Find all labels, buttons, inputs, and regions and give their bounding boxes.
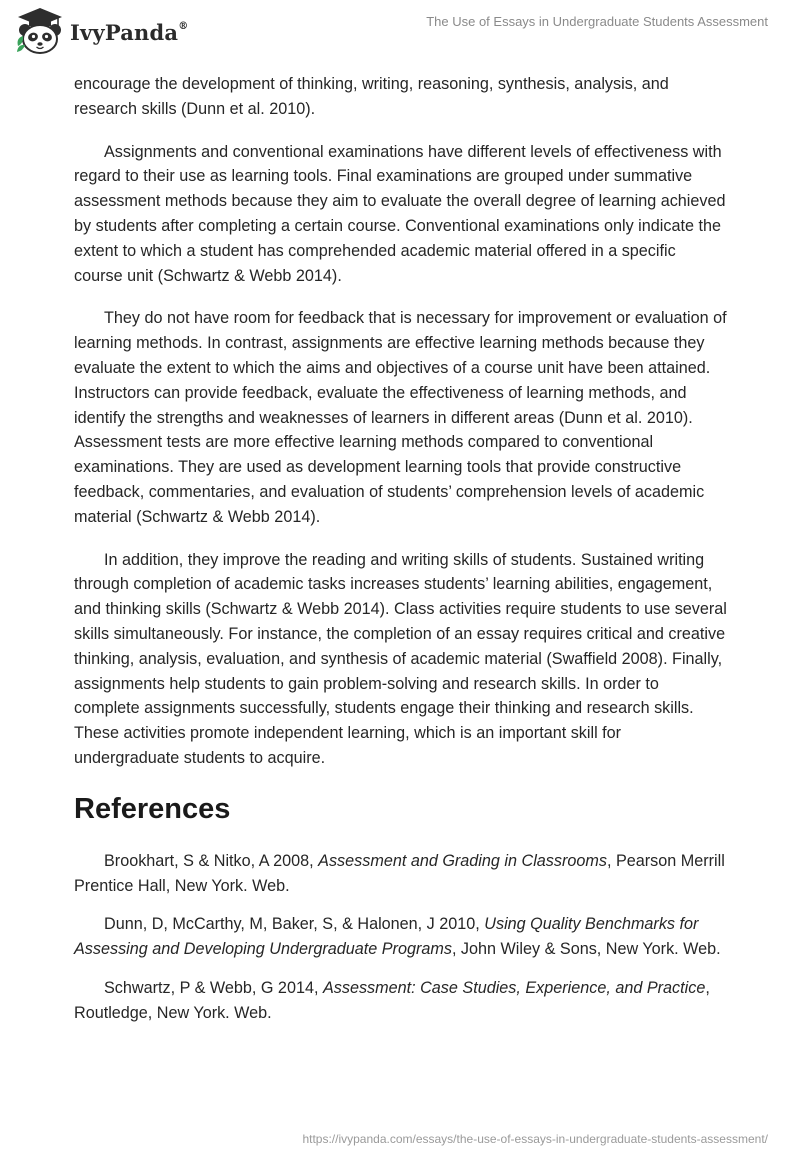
reference-publisher: , Pearson Merrill Prentice Hall, New York. Web.: [74, 851, 725, 895]
panda-graduate-icon: [14, 6, 66, 56]
body-paragraph: They do not have room for feedback that is necessary for improvement or evaluation of learning methods. In contrast, assignments are effective learning methods because they evaluate the extent to which the aims and objectives of a course unit have been attained. Instructors can provide feedback, evaluate the effectiveness of learning methods, and identify the strengths and weaknesses of learners in different areas (Dunn et al. 2010). Assessment tests are more effective learning methods compared to conventional examinations. They are used as development learning tools that provide constructive feedback, commentaries, and evaluation of students’ comprehension levels of academic material (Schwartz & Webb 2014).: [74, 309, 727, 526]
references-heading: References: [74, 792, 231, 825]
essay-content: [74, 72, 728, 1040]
logo-wordmark: IvyPanda®: [70, 19, 189, 45]
reference-authors: Dunn, D, McCarthy, M, Baker, S, & Halonen, J 2010,: [104, 915, 485, 934]
body-paragraph: encourage the development of thinking, writing, reasoning, synthesis, analysis, and research skills (Dunn et al. 2010).: [74, 75, 669, 118]
ivypanda-logo[interactable]: [14, 6, 188, 56]
body-paragraph: Assignments and conventional examinations have different levels of effectiveness with regard to their use as learning tools. Final examinations are grouped under summative assessment methods because they aim to evaluate the overall degree of learning achieved by students after completing a certain course. Conventional examinations only indicate the extent to which a student has comprehended academic material offered in a specific course unit (Schwartz & Webb 2014).: [74, 142, 726, 285]
reference-authors: Schwartz, P & Webb, G 2014,: [104, 978, 323, 997]
body-paragraph: In addition, they improve the reading and writing skills of students. Sustained writing through completion of academic tasks increases students’ learning abilities, engagement, and thinking skills (Schwartz & Webb 2014). Class activities require students to use several skills simultaneously. For instance, the completion of an essay requires critical and creative thinking, analysis, evaluation, and synthesis of academic material (Swaffield 2008). Finally, assignments help students to gain problem-solving and research skills. In order to complete assignments successfully, students engage their thinking and research skills. These activities promote independent learning, which is an important skill for undergraduate students to acquire.: [74, 550, 727, 767]
reference-authors: Brookhart, S & Nitko, A 2008,: [104, 851, 319, 870]
reference-publisher: , Routledge, New York. Web.: [74, 978, 710, 1022]
reference-title: Assessment and Grading in Classrooms: [318, 851, 607, 870]
source-url[interactable]: https://ivypanda.com/essays/the-use-of-essays-in-undergraduate-students-assessment/: [302, 1132, 768, 1146]
reference-title: Using Quality Benchmarks for Assessing and Developing Undergraduate Programs: [74, 915, 699, 959]
page-header: [0, 0, 800, 70]
reference-title: Assessment: Case Studies, Experience, and Practice: [322, 978, 706, 997]
reference-entry: [74, 849, 728, 899]
reference-publisher: , John Wiley & Sons, New York. Web.: [451, 940, 721, 959]
reference-entry: [74, 912, 728, 962]
registered-mark: ®: [178, 20, 189, 32]
reference-entry: [74, 976, 728, 1026]
document-title: The Use of Essays in Undergraduate Students Assessment: [426, 14, 768, 29]
